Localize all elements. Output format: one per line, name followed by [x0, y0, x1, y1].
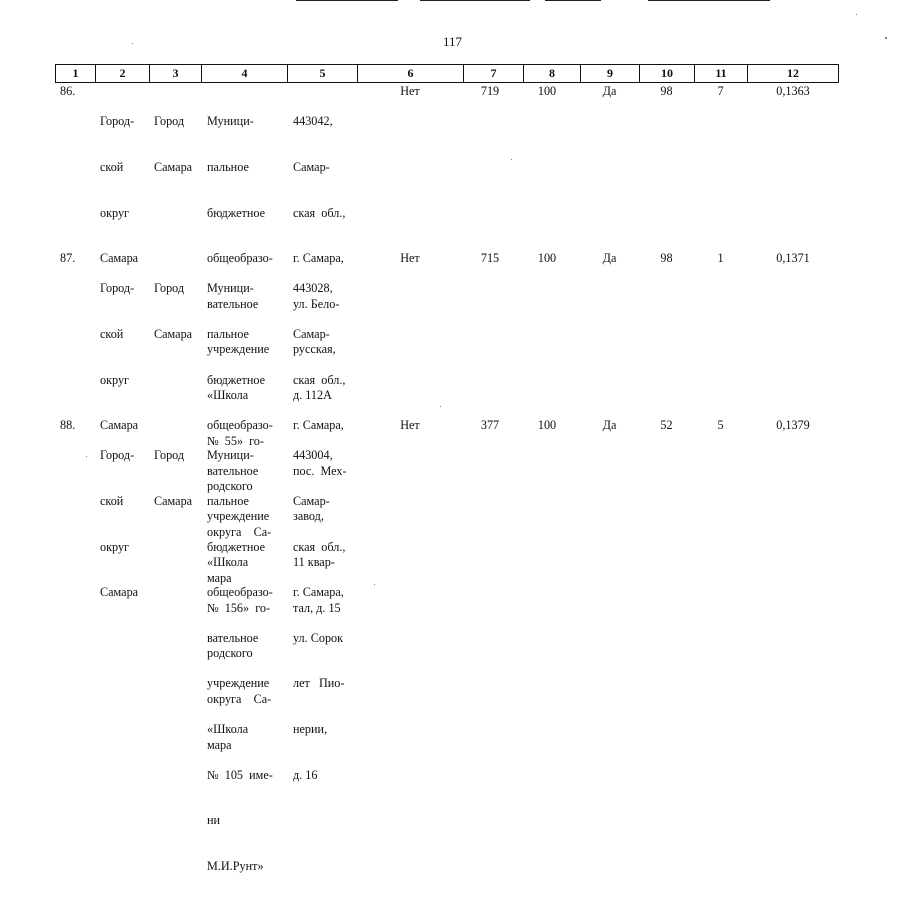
text-line: Город: [154, 448, 185, 463]
header-cell: 2: [96, 65, 150, 82]
col10-cell: 98: [660, 251, 673, 265]
header-cell: 9: [581, 65, 640, 82]
text-line: Город-: [100, 281, 135, 296]
text-line: г. Самара,: [293, 418, 344, 433]
district-cell: [100, 418, 138, 631]
text-line: пальное: [207, 494, 249, 509]
row-number: 86.: [60, 84, 76, 98]
text-line: Город: [154, 281, 185, 296]
text-line: учреждение: [207, 509, 270, 524]
text-line: общеобразо-: [207, 418, 273, 433]
city-cell: [154, 84, 192, 206]
scan-speck: [511, 159, 512, 160]
scan-speck: [856, 14, 857, 15]
page-number: 117: [442, 34, 463, 49]
header-cell: 4: [202, 65, 288, 82]
text-line: ская обл.,: [293, 539, 346, 554]
row-number: 88.: [60, 418, 76, 432]
row-number: 87.: [60, 251, 76, 265]
text-line: д. 112А: [293, 388, 332, 403]
col8-cell: 100: [537, 251, 557, 265]
text-line: округа Са-: [207, 524, 272, 539]
text-line: округ: [100, 205, 130, 220]
address-cell: [293, 418, 351, 813]
col7-cell: 715: [480, 251, 500, 265]
text-line: Муници-: [207, 114, 254, 129]
text-line: ской: [100, 494, 124, 509]
text-line: Муници-: [207, 448, 254, 463]
col7-cell: 377: [480, 418, 500, 432]
col10-cell: 98: [660, 84, 673, 98]
text-line: № 105 име-: [207, 767, 273, 782]
header-cell: 3: [150, 65, 202, 82]
text-line: нерии,: [293, 722, 328, 737]
text-line: бюджетное: [207, 539, 266, 554]
text-line: учреждение: [207, 342, 270, 357]
text-line: «Школа: [207, 555, 249, 570]
text-line: г. Самара,: [293, 251, 344, 266]
header-cell: 7: [464, 65, 524, 82]
header-cell: 1: [56, 65, 96, 82]
col9-cell: Да: [602, 84, 617, 98]
text-line: Самара: [154, 160, 193, 175]
text-line: учреждение: [207, 676, 270, 691]
top-rule: [648, 0, 770, 1]
text-line: д. 16: [293, 767, 318, 782]
col10-cell: 52: [660, 418, 673, 432]
text-line: мара: [207, 570, 232, 585]
text-line: № 55» го-: [207, 433, 264, 448]
scan-speck: [440, 406, 441, 407]
col8-cell: 100: [537, 84, 557, 98]
header-cell: 10: [640, 65, 695, 82]
text-line: русская,: [293, 342, 336, 357]
header-cell: 8: [524, 65, 581, 82]
institution-name-cell: [207, 418, 285, 905]
text-line: 11 квар-: [293, 555, 335, 570]
col12-cell: 0,1371: [776, 251, 810, 265]
text-line: ул. Бело-: [293, 296, 340, 311]
city-cell: [154, 251, 192, 373]
text-line: Город-: [100, 114, 135, 129]
text-line: ская обл.,: [293, 205, 346, 220]
text-line: пальное: [207, 327, 249, 342]
text-line: 443042,: [293, 114, 333, 129]
text-line: округ: [100, 539, 130, 554]
text-line: Самар-: [293, 327, 330, 342]
col11-cell: 7: [717, 84, 724, 98]
text-line: бюджетное: [207, 205, 266, 220]
header-cell: 12: [787, 66, 799, 80]
text-line: вательное: [207, 630, 259, 645]
table-header: [55, 64, 839, 83]
city-cell: [154, 418, 192, 540]
scan-speck: [374, 584, 375, 585]
col11-cell: 5: [717, 418, 724, 432]
text-line: Самара: [100, 418, 139, 433]
text-line: М.И.Рунт»: [207, 858, 264, 873]
text-line: пос. Мех-: [293, 463, 347, 478]
text-line: бюджетное: [207, 372, 266, 387]
text-line: Самара: [154, 494, 193, 509]
text-line: мара: [207, 737, 232, 752]
col7-cell: 719: [480, 84, 500, 98]
text-line: Город: [154, 114, 185, 129]
col12-cell: 0,1379: [776, 418, 810, 432]
col6-cell: Нет: [400, 251, 420, 265]
text-line: округ: [100, 372, 130, 387]
top-rule: [545, 0, 601, 1]
text-line: ская обл.,: [293, 372, 346, 387]
text-line: Самара: [100, 251, 139, 266]
text-line: ул. Сорок: [293, 630, 344, 645]
text-line: ской: [100, 160, 124, 175]
header-cell: 6: [358, 65, 464, 82]
text-line: пальное: [207, 160, 249, 175]
text-line: Самар-: [293, 160, 330, 175]
col12-cell: 0,1363: [776, 84, 810, 98]
header-cell: 5: [288, 65, 358, 82]
text-line: вательное: [207, 463, 259, 478]
col8-cell: 100: [537, 418, 557, 432]
text-line: 443028,: [293, 281, 333, 296]
text-line: завод,: [293, 509, 324, 524]
col9-cell: Да: [602, 418, 617, 432]
col11-cell: 1: [717, 251, 724, 265]
text-line: № 156» го-: [207, 600, 271, 615]
top-rule: [420, 0, 530, 1]
col9-cell: Да: [602, 251, 617, 265]
text-line: Самара: [100, 585, 139, 600]
text-line: лет Пио-: [293, 676, 345, 691]
text-line: округа Са-: [207, 691, 272, 706]
text-line: Муници-: [207, 281, 254, 296]
col6-cell: Нет: [400, 84, 420, 98]
text-line: ни: [207, 813, 221, 828]
text-line: родского: [207, 479, 253, 494]
text-line: Город-: [100, 448, 135, 463]
text-line: Самара: [154, 327, 193, 342]
scan-speck: [86, 456, 87, 457]
text-line: вательное: [207, 296, 259, 311]
text-line: «Школа: [207, 388, 249, 403]
text-line: г. Самара,: [293, 585, 344, 600]
text-line: ской: [100, 327, 124, 342]
text-line: 443004,: [293, 448, 333, 463]
text-line: общеобразо-: [207, 585, 273, 600]
top-rule: [296, 0, 398, 1]
header-cell: 11: [695, 65, 748, 82]
text-line: родского: [207, 646, 253, 661]
text-line: тал, д. 15: [293, 600, 341, 615]
col6-cell: Нет: [400, 418, 420, 432]
text-line: общеобразо-: [207, 251, 273, 266]
text-line: Самар-: [293, 494, 330, 509]
text-line: «Школа: [207, 722, 249, 737]
